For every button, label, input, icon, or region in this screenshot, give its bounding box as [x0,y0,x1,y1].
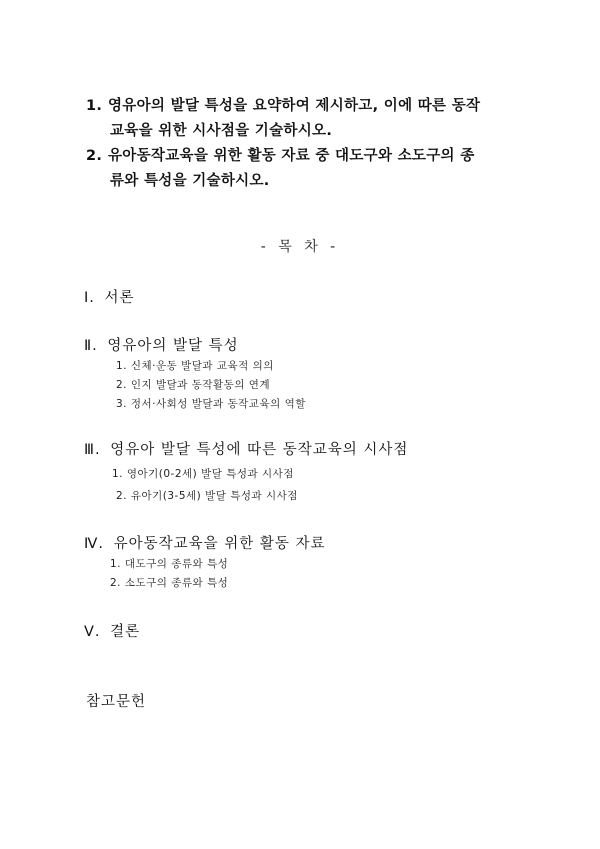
toc-section-4 [84,532,326,553]
toc-section-5 [84,620,140,641]
section-title: 유아동작교육을 위한 활동 자료 [113,536,326,552]
section-numeral: Ⅳ. [84,536,104,552]
section-title: 결론 [110,624,141,640]
toc-subsection: 2. 유아기(3-5세) 발달 특성과 시사점 [116,490,298,502]
toc-subsection: 2. 소도구의 종류와 특성 [110,577,229,589]
question-number: 2. [86,148,103,164]
toc-subsection: 1. 대도구의 종류와 특성 [110,558,229,570]
question-number: 1. [86,98,103,114]
assignment-questions [86,94,526,194]
section-title: 영유아의 발달 특성 [107,338,239,354]
section-numeral: Ⅰ. [84,290,95,306]
section-numeral: Ⅴ. [84,624,101,640]
toc-section-2 [84,334,239,355]
toc-subsection: 1. 영아기(0-2세) 발달 특성과 시사점 [112,468,294,480]
section-title: 영유아 발달 특성에 따른 동작교육의 시사점 [110,442,409,458]
question-2 [86,144,526,194]
section-title: 서론 [104,290,135,306]
section-numeral: Ⅲ. [84,442,101,458]
toc-subsection: 3. 정서·사회성 발달과 동작교육의 역할 [116,398,306,410]
toc-section-1 [84,286,135,307]
question-text-line-2: 교육을 위한 시사점을 기술하시오. [110,123,333,139]
question-text-line-2: 류와 특성을 기술하시오. [110,173,270,189]
question-text [108,94,526,144]
question-text-line-1: 영유아의 발달 특성을 요약하여 제시하고, 이에 따른 동작 [108,98,481,114]
toc-subsection: 2. 인지 발달과 동작활동의 연계 [116,379,271,391]
references-heading: 참고문헌 [86,694,147,710]
question-text-line-1: 유아동작교육을 위한 활동 자료 중 대도구와 소도구의 종 [108,148,475,164]
section-numeral: Ⅱ. [84,338,98,354]
toc-subsection: 1. 신체·운동 발달과 교육적 의의 [116,360,274,372]
question-1 [86,94,526,144]
question-text [108,144,526,194]
toc-title: - 목 차 - [260,239,340,255]
toc-section-3 [84,438,408,459]
